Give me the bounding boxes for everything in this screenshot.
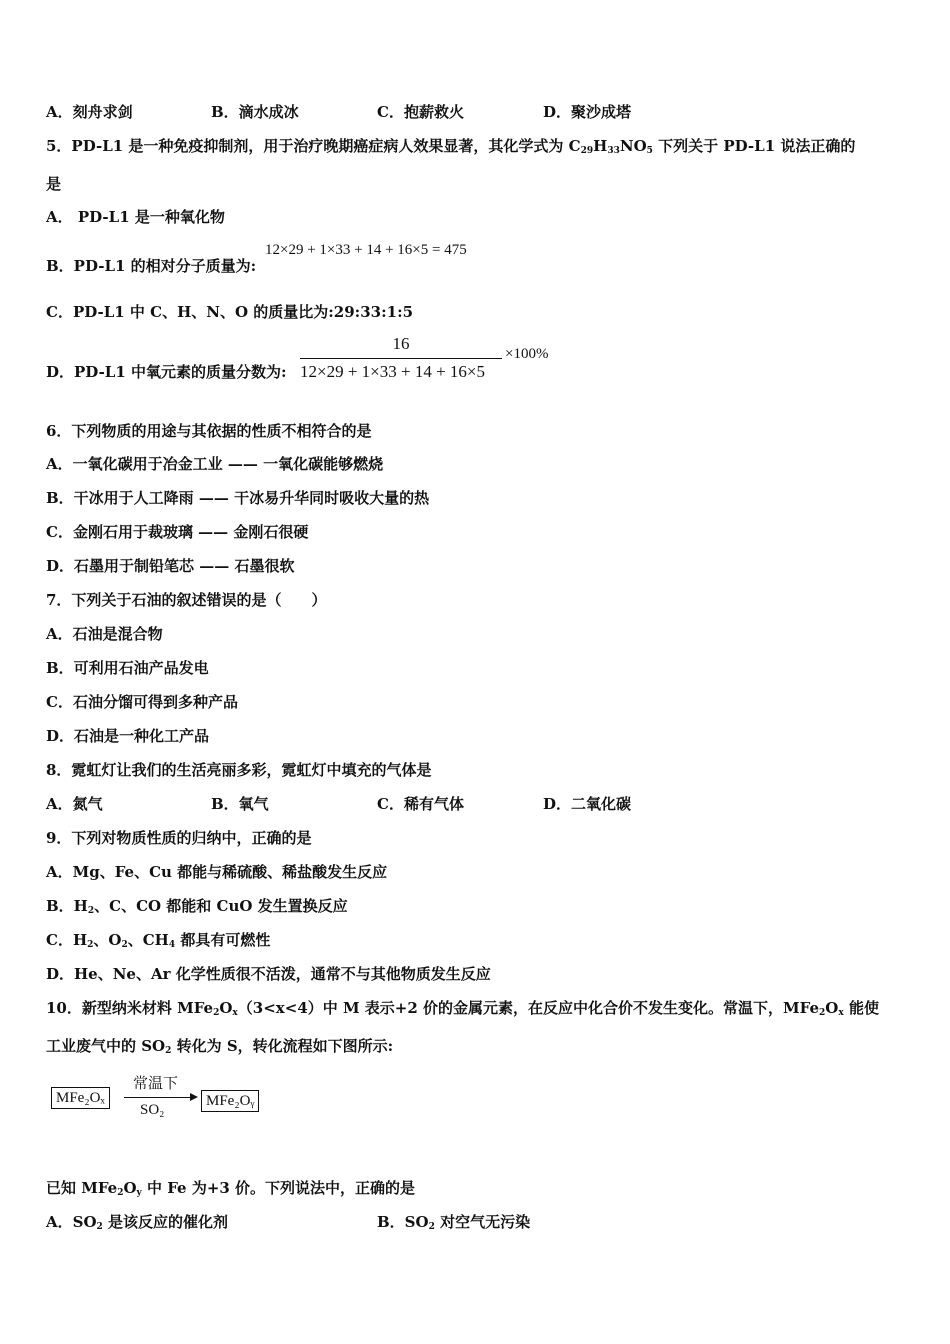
flow-box-product: MFe₂Oᵧ	[201, 1090, 259, 1112]
q10-option-b[interactable]: B．$SO_2$ 对空气无污染	[377, 1213, 531, 1232]
flow-box-reactant: MFe₂Oₓ	[51, 1087, 110, 1109]
q4-option-d[interactable]: D．聚沙成塔	[543, 103, 632, 121]
q9-option-c[interactable]: C．$H_2$、$O_2$、$CH_4$ 都具有可燃性	[46, 931, 271, 950]
q10-option-a[interactable]: A．$SO_2$ 是该反应的催化剂	[46, 1213, 229, 1232]
q5-option-c[interactable]: C．PD-L1 中 C、H、N、O 的质量比为:29:33:1:5	[46, 303, 414, 321]
q5-option-d[interactable]	[46, 362, 287, 382]
q6-stem: 6．下列物质的用途与其依据的性质不相符合的是	[46, 422, 372, 440]
q5-option-b[interactable]	[46, 256, 256, 276]
q9-option-d[interactable]: D．He、Ne、Ar 化学性质很不活泼，通常不与其他物质发生反应	[46, 965, 491, 983]
flow-arrow	[124, 1097, 192, 1098]
q8-stem: 8．霓虹灯让我们的生活亮丽多彩，霓虹灯中填充的气体是	[46, 761, 432, 779]
q5-stem: 5．PD-L1 是一种免疫抑制剂，用于治疗晚期癌症病人效果显著，其化学式为 $C_{29}H_{33}NO_5$ 下列关于 PD-L1 说法正确的	[46, 137, 856, 156]
flow-arrow-condition: 常温下	[133, 1076, 179, 1092]
q9-option-b[interactable]: B．$H_2$、C、CO 都能和 CuO 发生置换反应	[46, 897, 348, 916]
q5-option-a[interactable]: A． PD-L1 是一种氧化物	[46, 208, 225, 226]
q8-option-a[interactable]: A．氮气	[46, 795, 103, 813]
q6-option-a[interactable]: A．一氧化碳用于冶金工业 —— 一氧化碳能够燃烧	[46, 455, 384, 473]
q10-stem: 10．新型纳米材料 $MFe_2O_x(3<x<4)$中 M 表示+2 价的金属元素，在反应中化合价不发生变化。常温下，$MFe_2O_x$ 能使	[46, 999, 879, 1018]
q4-option-b[interactable]: B．滴水成冰	[211, 103, 299, 121]
q7-option-d[interactable]: D．石油是一种化工产品	[46, 727, 210, 745]
q4-option-c[interactable]: C．抱薪救火	[377, 103, 464, 121]
q5-d-percent: ×100%	[505, 346, 549, 362]
q5-option-d-label: D．PD-L1 中氧元素的质量分数为:	[46, 363, 287, 381]
q8-option-b[interactable]: B．氧气	[211, 795, 269, 813]
q5-stem-continued: 是	[46, 175, 62, 193]
q6-option-c[interactable]: C．金刚石用于裁玻璃 —— 金刚石很硬	[46, 523, 309, 541]
arrow-head-icon	[190, 1093, 198, 1101]
q7-option-c[interactable]: C．石油分馏可得到多种产品	[46, 693, 238, 711]
q9-stem: 9．下列对物质性质的归纳中，正确的是	[46, 829, 312, 847]
fraction-numerator: 16	[392, 334, 410, 353]
q7-option-a[interactable]: A．石油是混合物	[46, 625, 163, 643]
flow-arrow-reagent: SO₂	[140, 1102, 165, 1118]
q8-option-c[interactable]: C．稀有气体	[377, 795, 464, 813]
q5-b-formula: 12×29 + 1×33 + 14 + 16×5 = 475	[265, 242, 467, 258]
q8-option-d[interactable]: D．二氧化碳	[543, 795, 632, 813]
fraction-denominator: 12×29 + 1×33 + 14 + 16×5	[300, 362, 486, 381]
fraction-bar	[300, 358, 502, 359]
q9-option-a[interactable]: A．Mg、Fe、Cu 都能与稀硫酸、稀盐酸发生反应	[46, 863, 388, 881]
q10-stem-line2: 工业废气中的 $SO_2$ 转化为 S，转化流程如下图所示:	[46, 1037, 394, 1056]
q7-option-b[interactable]: B．可利用石油产品发电	[46, 659, 209, 677]
q4-option-a[interactable]: A．刻舟求剑	[46, 103, 133, 121]
q7-stem: 7．下列关于石油的叙述错误的是（ ）	[46, 591, 327, 609]
q6-option-b[interactable]: B．干冰用于人工降雨 —— 干冰易升华同时吸收大量的热	[46, 489, 430, 507]
q5-option-b-label: B．PD-L1 的相对分子质量为:	[46, 257, 257, 275]
q6-option-d[interactable]: D．石墨用于制铅笔芯 —— 石墨很软	[46, 557, 295, 575]
q10-known: 已知 $MFe_2O_y$ 中 Fe 为+3 价。下列说法中，正确的是	[46, 1179, 416, 1198]
